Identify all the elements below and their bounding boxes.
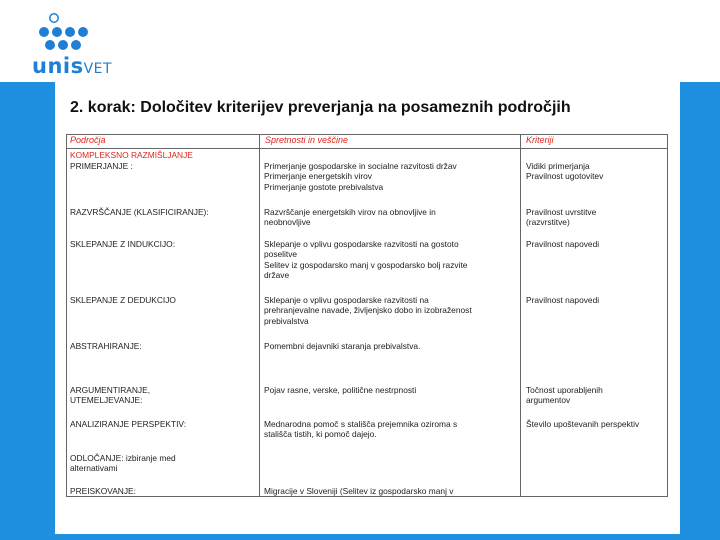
slide-title: 2. korak: Določitev kriterijev preverjanja na posameznih področjih (70, 99, 571, 116)
row-area: ARGUMENTIRANJE, UTEMELJEVANJE: (70, 385, 151, 406)
row-skills: Primerjanje gospodarske in socialne razvitosti držav Primerjanje energetskih virov Primerjanje gostote prebivalstva (264, 161, 457, 192)
row-area: ODLOČANJE: izbiranje med alternativami (70, 453, 176, 474)
logo-dots-icon (30, 10, 120, 54)
row-area: SKLEPANJE Z INDUKCIJO: (70, 239, 176, 249)
row-skills: Pomembni dejavniki staranja prebivalstva. (264, 341, 421, 351)
column-divider (520, 135, 521, 496)
header-criteria: Kriteriji (526, 135, 554, 145)
header-areas: Področja (70, 135, 106, 145)
group-label: KOMPLEKSNO RAZMIŠLJANJE (70, 150, 193, 160)
row-criteria: Pravilnost napovedi (526, 239, 600, 249)
column-divider (259, 135, 260, 496)
row-area: PREISKOVANJE: (70, 486, 136, 496)
row-skills: Migracije v Sloveniji (Selitev iz gospodarsko manj v (264, 486, 454, 496)
table-header-row (67, 135, 667, 149)
row-skills: Razvrščanje energetskih virov na obnovljive in neobnovljive (264, 207, 436, 228)
row-criteria: Število upoštevanih perspektiv (526, 419, 640, 429)
row-area: SKLEPANJE Z DEDUKCIJO (70, 295, 176, 305)
logo-brand: unis (32, 54, 84, 78)
row-criteria: Pravilnost napovedi (526, 295, 600, 305)
row-area: ABSTRAHIRANJE: (70, 341, 142, 351)
row-area: ANALIZIRANJE PERSPEKTIV: (70, 419, 187, 429)
row-criteria: Pravilnost uvrstitve (razvrstitve) (526, 207, 597, 228)
unisvet-logo (30, 10, 120, 76)
row-area: RAZVRŠČANJE (KLASIFICIRANJE): (70, 207, 209, 217)
row-skills: Sklepanje o vplivu gospodarske razvitosti na prehranjevalne navade, življenjsko dobo in izobraženost prebivalstva (264, 295, 472, 326)
row-criteria: Vidiki primerjanja Pravilnost ugotovitev (526, 161, 604, 182)
row-skills: Mednarodna pomoč s stališča prejemnika oziroma s stališča tistih, ki pomoč dajejo. (264, 419, 458, 440)
logo-suffix: VET (83, 61, 113, 77)
row-skills: Sklepanje o vplivu gospodarske razvitosti na gostoto poselitve Selitev iz gospodarsko manj v gospodarsko bolj razvite države (264, 239, 468, 280)
criteria-table (66, 134, 668, 497)
row-area: PRIMERJANJE : (70, 161, 133, 171)
row-criteria: Točnost uporabljenih argumentov (526, 385, 603, 406)
logo-wordmark (32, 54, 112, 78)
header-skills: Spretnosti in veščine (265, 135, 349, 145)
row-skills: Pojav rasne, verske, politične nestrpnosti (264, 385, 417, 395)
